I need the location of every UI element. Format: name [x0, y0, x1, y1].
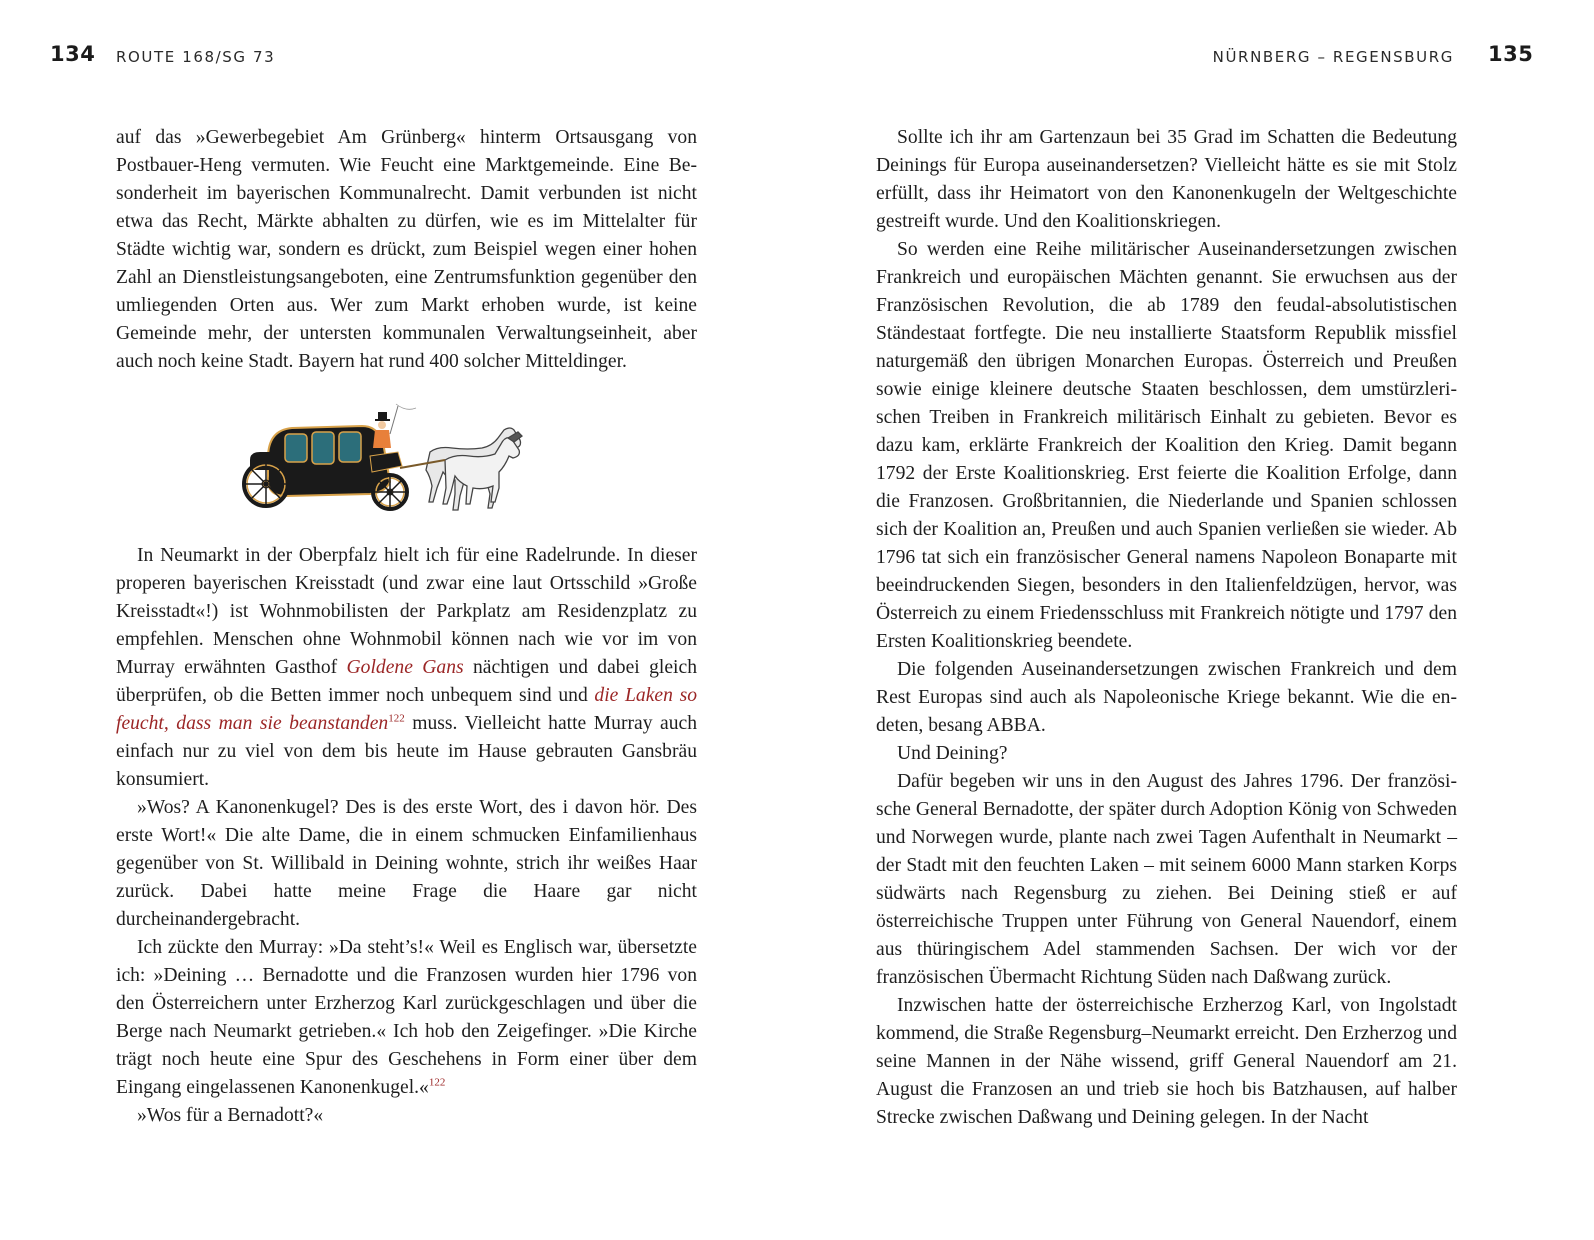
paragraph: Die folgenden Auseinandersetzungen zwischen Frankreich und dem Rest Europas sind auch als Napoleonische Kriege bekannt. Wie die endeten, besang ABBA. — [876, 659, 1457, 736]
paragraph: Sollte ich ihr am Gartenzaun bei 35 Grad im Schatten die Bedeutung Deinings für Europa auseinandersetzen? Vielleicht hätte es sie mit Stolz erfüllt, dass ihr Heimatort von den Kanonenkugeln der Weltgeschichte gestreift wurde. Und den Koalitionskriegen. — [876, 127, 1457, 232]
horses — [426, 428, 522, 510]
emphasized-text: die Laken so feucht, dass man sie beanstanden — [116, 685, 697, 734]
emphasized-text: Goldene Gans — [346, 657, 464, 678]
footnote-marker: 122 — [428, 1076, 446, 1089]
paragraph: »Wos für a Bernadott?« — [137, 1105, 324, 1126]
page-number: 135 — [1488, 42, 1534, 66]
paragraph: Und Deining? — [897, 743, 1008, 764]
right-page-header — [797, 42, 1594, 72]
running-head: ROUTE 168/SG 73 — [116, 48, 276, 66]
paragraph: Inzwischen hatte der österreichische Erzherzog Karl, von Ingolstadt kommend, die Straße Regensburg–Neumarkt erreicht. Den Erzherzog und seine Mannen in der Nähe wissend, griff General Nauendorf am 21. August die Franzosen an und trieb sie hoch bis Batzhausen, auf halber Strecke zwischen Daßwang und Deining gelegen. In der Nacht — [876, 995, 1457, 1128]
running-head: NÜRNBERG – REGENSBURG — [1212, 48, 1454, 66]
left-text-top — [116, 124, 697, 376]
text-run: In Neumarkt in der Oberpfalz hielt ich für eine Radelrunde. In dieser properen bayerischen Kreisstadt (und zwar eine laut Ortsschild »Große Kreisstadt«!) ist Wohnmobilisten der Parkplatz am Residenzplatz zu empfehlen. Menschen ohne Wohnmobil können nach wie vor im von Murray erwähnten Gasthof — [116, 545, 697, 678]
text-run: Ich zückte den Murray: »Da steht’s!« Weil es Englisch war, übersetzte ich: »Deining … Bernadotte und die Franzosen wurden hier 1796 von den Österreichern unter Erzherzog Karl zurückgeschlagen und über die Berge nach Neumarkt getrieben.« Ich hob den Zeigefinger. »Die Kirche trägt noch heute eine Spur des Geschehens in Form einer über dem Eingang eingelassenen Kanonenkugel.« — [116, 937, 697, 1098]
text-run: nächtigen und dabei gleich überprüfen, ob die Betten immer noch unbequem sind und — [116, 657, 697, 706]
left-page-header — [0, 42, 797, 72]
paragraph: So werden eine Reihe militärischer Auseinandersetzungen zwischen Frankreich und europäischen Mächten genannt. Sie erwuchsen aus der Französischen Revolution, die ab 1789 den feudal-absolutistischen Ständestaat fortfegte. Die neu installierte Staatsform Republik missfiel naturgemäß den übrigen Monarchen Europas. Österreich und Preußen sowie einige kleinere deutsche Staaten beschlossen, dem umstürzlerischen Treiben in Frankreich militärisch Einhalt zu gebieten. Bevor es dazu kam, erklärte Frankreich der Koalition den Krieg. Damit begann 1792 der Erste Koalitionskrieg. Erst feierte die Koalition Erfolge, dann die Franzosen. Großbritannien, die Niederlande und Spanien schlossen sich der Koalition an, Preußen und auch Spanien verließen sie wieder. Ab 1796 tat sich ein französischer General namens Napoleon Bonaparte mit beeindruckenden Siegen, besonders in den Italienfeldzügen, hervor, was Österreich zu einem Friedensschluss mit Frankreich nötigte und 1797 den Ersten Koalitionskrieg beendete. — [876, 239, 1457, 652]
page-number: 134 — [50, 42, 96, 66]
text-run: muss. Vielleicht hatte Murray auch einfach nur zu viel von dem bis heute im Hause gebrauten Gansbräu konsumiert. — [116, 713, 698, 790]
paragraph: Dafür begeben wir uns in den August des Jahres 1796. Der französische General Bernadotte, der später durch Adoption König von Schweden und Norwegen wurde, plante nach zwei Tagen Aufenthalt in Neumarkt – der Stadt mit den feuchten Laken – mit seinem 6000 Mann starken Korps südwärts nach Regensburg zu ziehen. Bei Deining stieß er auf österreichische Truppen unter Führung von General Nauendorf, einem aus thüringischem Adel stammenden Sachsen. Der wich vor der französischen Übermacht Richtung Süden nach Daßwang zurück. — [876, 771, 1457, 988]
horse-drawn-carriage-icon — [240, 400, 546, 518]
footnote-marker: 122 — [388, 712, 405, 725]
paragraph: »Wos? A Kanonenkugel? Des is des erste Wort, des i davon hör. Des erste Wort!« Die alte Dame, die in einem schmucken Einfamilienhaus gegenüber von St. Willibald in Deining wohnte, strich ihr weißes Haar zurück. Dabei hatte meine Frage die Haare gar nicht durcheinandergebracht. — [116, 797, 697, 930]
paragraph — [116, 542, 697, 794]
right-text — [876, 124, 1457, 1132]
paragraph: auf das »Gewerbegebiet Am Grünberg« hinterm Ortsausgang von Postbauer-Heng vermuten. Wie Feucht eine Marktgemeinde. Eine Besonderheit im bayerischen Kommunalrecht. Damit verbunden ist nicht etwa das Recht, Märkte abhalten zu dürfen, wie es im Mittelalter für Städte wichtig war, sondern es drückt, zum Beispiel wegen einer hohen Zahl an Dienstleistungsangeboten, eine Zentrumsfunktion gegenüber den umliegenden Orten aus. Wer zum Markt erhoben wurde, ist keine Gemeinde mehr, der untersten kommunalen Verwaltungseinheit, aber auch noch keine Stadt. Bayern hat rund 400 solcher Mitteldinger. — [116, 127, 697, 372]
paragraph — [116, 934, 697, 1102]
left-text-bottom — [116, 542, 697, 1130]
coachman — [373, 404, 416, 448]
right-page — [797, 0, 1594, 1240]
